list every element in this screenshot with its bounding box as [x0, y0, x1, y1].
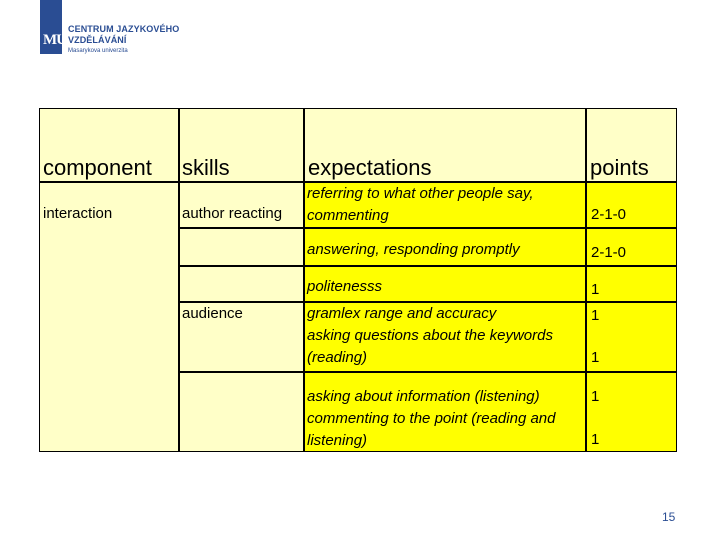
points-value: 1 — [591, 349, 600, 366]
logo — [40, 0, 230, 60]
points-value: 1 — [591, 431, 600, 448]
logo-line-1: CENTRUM JAZYKOVÉHO — [68, 24, 180, 34]
component-interaction — [39, 182, 179, 452]
logo-text — [68, 24, 179, 56]
points-value: 1 — [591, 307, 600, 324]
expectation-text: referring to what other people say, commenting — [307, 185, 534, 224]
expectation-text: answering, responding promptly — [307, 241, 520, 258]
points-value: 1 — [591, 388, 600, 405]
header-expectations-label: expectations — [308, 155, 432, 180]
page-number: 15 — [662, 510, 676, 524]
expectation-row-6-7 — [304, 372, 586, 452]
points-row-4-5 — [586, 302, 677, 372]
header-points — [586, 108, 677, 182]
header-skills — [179, 108, 304, 182]
skill-audience — [179, 302, 304, 372]
expectation-row-3 — [304, 266, 586, 302]
expectation-text: asking about information (listening) — [307, 388, 540, 405]
skill-audience-label: audience — [182, 305, 243, 322]
expectation-text: gramlex range and accuracy — [307, 305, 497, 322]
points-row-1 — [586, 182, 677, 228]
header-component — [39, 108, 179, 182]
component-label: interaction — [43, 205, 113, 222]
expectation-text: commenting to the point (reading and listening) — [307, 410, 556, 449]
expectation-row-2 — [304, 228, 586, 266]
logo-line-3: Masarykova univerzita — [68, 48, 128, 54]
expectation-row-4-5 — [304, 302, 586, 372]
logo-mark-letters: MU — [43, 32, 66, 48]
expectation-text: asking questions about the keywords (reading) — [307, 327, 553, 366]
points-value: 2-1-0 — [591, 244, 627, 261]
points-row-6-7 — [586, 372, 677, 452]
skill-author-reacting — [179, 182, 304, 228]
skill-empty-cell — [179, 266, 304, 302]
header-expectations — [304, 108, 586, 182]
expectation-row-1 — [304, 182, 586, 228]
expectation-text: politenesss — [307, 278, 383, 295]
logo-line-2: VZDĚLÁVÁNÍ — [68, 35, 127, 45]
points-value: 1 — [591, 281, 600, 298]
points-row-3 — [586, 266, 677, 302]
skill-empty-cell — [179, 372, 304, 452]
header-skills-label: skills — [182, 155, 230, 180]
assessment-table — [39, 108, 677, 452]
skill-empty-cell — [179, 228, 304, 266]
header-points-label: points — [590, 155, 649, 180]
header-component-label: component — [43, 155, 152, 180]
points-value: 2-1-0 — [591, 206, 627, 223]
skill-author-label: author reacting — [182, 205, 283, 222]
university-emblem-icon — [40, 0, 66, 54]
points-row-2 — [586, 228, 677, 266]
